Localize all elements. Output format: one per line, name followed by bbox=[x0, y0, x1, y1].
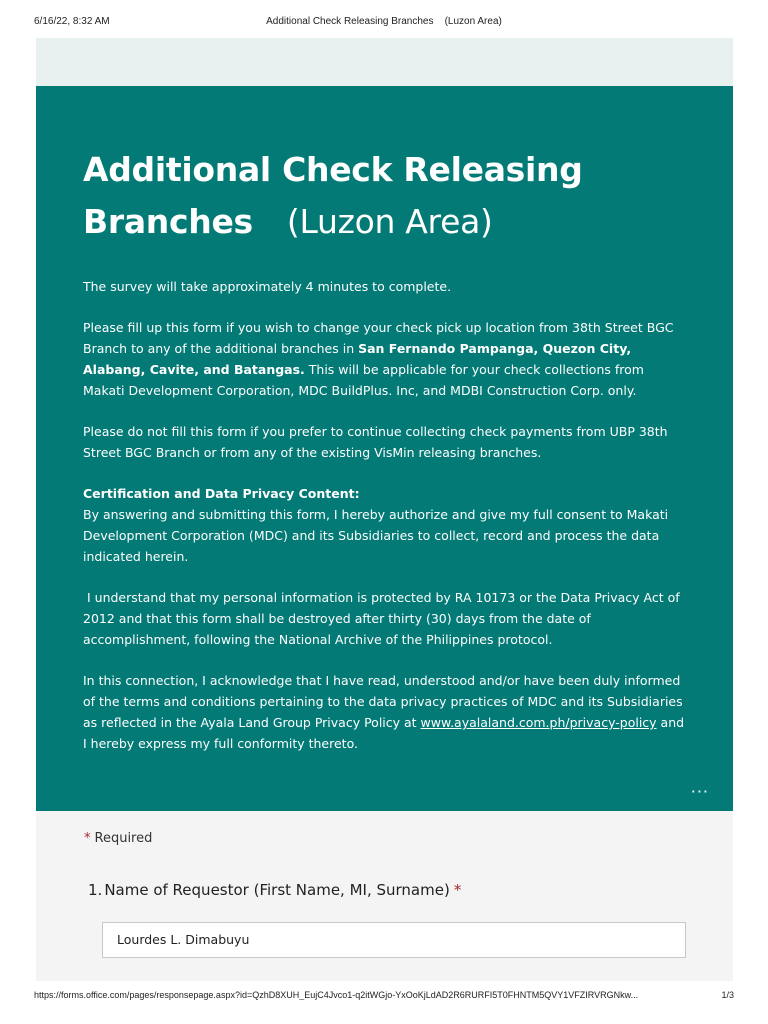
question-1 bbox=[88, 881, 461, 899]
required-asterisk: * bbox=[84, 831, 91, 846]
required-label: Required bbox=[94, 831, 153, 846]
print-url: https://forms.office.com/pages/responsepage.aspx?id=QzhD8XUH_EujC4Jvco1-q2itWGjo-YxOoKjLdAD2R6RURFI5T0FHNTM5QVY1VFZIRVRGNkw... bbox=[34, 990, 639, 1000]
form-header-banner bbox=[36, 86, 733, 811]
form-body bbox=[36, 811, 733, 981]
description-branches: San Fernando Pampanga, Quezon City, Alabang, Cavite, and Batangas. bbox=[83, 341, 632, 377]
form-title bbox=[83, 144, 687, 248]
form-title-area: (Luzon Area) bbox=[286, 202, 493, 241]
form-top-strip bbox=[36, 38, 733, 86]
privacy-policy-link[interactable]: www.ayalaland.com.ph/privacy-policy bbox=[420, 715, 657, 730]
more-options-icon[interactable]: ··· bbox=[690, 782, 709, 801]
privacy-acknowledgement bbox=[83, 670, 687, 754]
form-title-line-1: Additional Check Releasing bbox=[83, 150, 583, 189]
requestor-name-input[interactable]: Lourdes L. Dimabuyu bbox=[102, 922, 686, 958]
certification-consent: By answering and submitting this form, I hereby authorize and give my full consent to Makati Development Corporation (MDC) and its Subsidiaries to collect, record and process the data indicated herein. bbox=[83, 507, 669, 564]
description-purpose-text: Please fill up this form if you wish to change your check pick up location from 38th Street BGC Branch to any of the additional branches in bbox=[83, 320, 674, 356]
print-header bbox=[34, 16, 734, 32]
form-title-line-2: Branches bbox=[83, 202, 253, 241]
description-applicability: This will be applicable for your check collections from Makati Development Corporation, MDC BuildPlus. Inc, and MDBI Construction Corp. only. bbox=[83, 362, 644, 398]
acknowledgement-text: In this connection, I acknowledge that I have read, understood and/or have been duly informed of the terms and conditions pertaining to the data privacy practices of MDC and its Subsidiaries as reflected in the Ayala Land Group Privacy Policy at bbox=[83, 673, 683, 730]
acknowledgement-conformity: and I hereby express my full conformity thereto. bbox=[83, 715, 685, 751]
required-note bbox=[84, 831, 152, 846]
description-purpose bbox=[83, 317, 687, 401]
description-duration: The survey will take approximately 4 minutes to complete. bbox=[83, 279, 452, 294]
print-doc-title: Additional Check Releasing Branches (Luzon Area) bbox=[266, 16, 502, 27]
privacy-act-notice: I understand that my personal information is protected by RA 10173 or the Data Privacy Act of 2012 and that this form shall be destroyed after thirty (30) days from the date of accomplishment, following the National Archive of the Philippines protocol. bbox=[83, 590, 684, 647]
question-required-asterisk: * bbox=[453, 881, 462, 899]
form-description bbox=[83, 276, 687, 754]
print-page-number: 1/3 bbox=[721, 990, 734, 1000]
print-footer bbox=[34, 990, 734, 1004]
question-number: 1. bbox=[88, 881, 103, 899]
certification-block bbox=[83, 483, 687, 567]
print-datetime: 6/16/22, 8:32 AM bbox=[34, 16, 110, 27]
question-label: Name of Requestor (First Name, MI, Surname) bbox=[104, 881, 450, 899]
description-exclusion: Please do not fill this form if you prefer to continue collecting check payments from UBP 38th Street BGC Branch or from any of the existing VisMin releasing branches. bbox=[83, 424, 668, 460]
certification-heading: Certification and Data Privacy Content: bbox=[83, 486, 360, 501]
